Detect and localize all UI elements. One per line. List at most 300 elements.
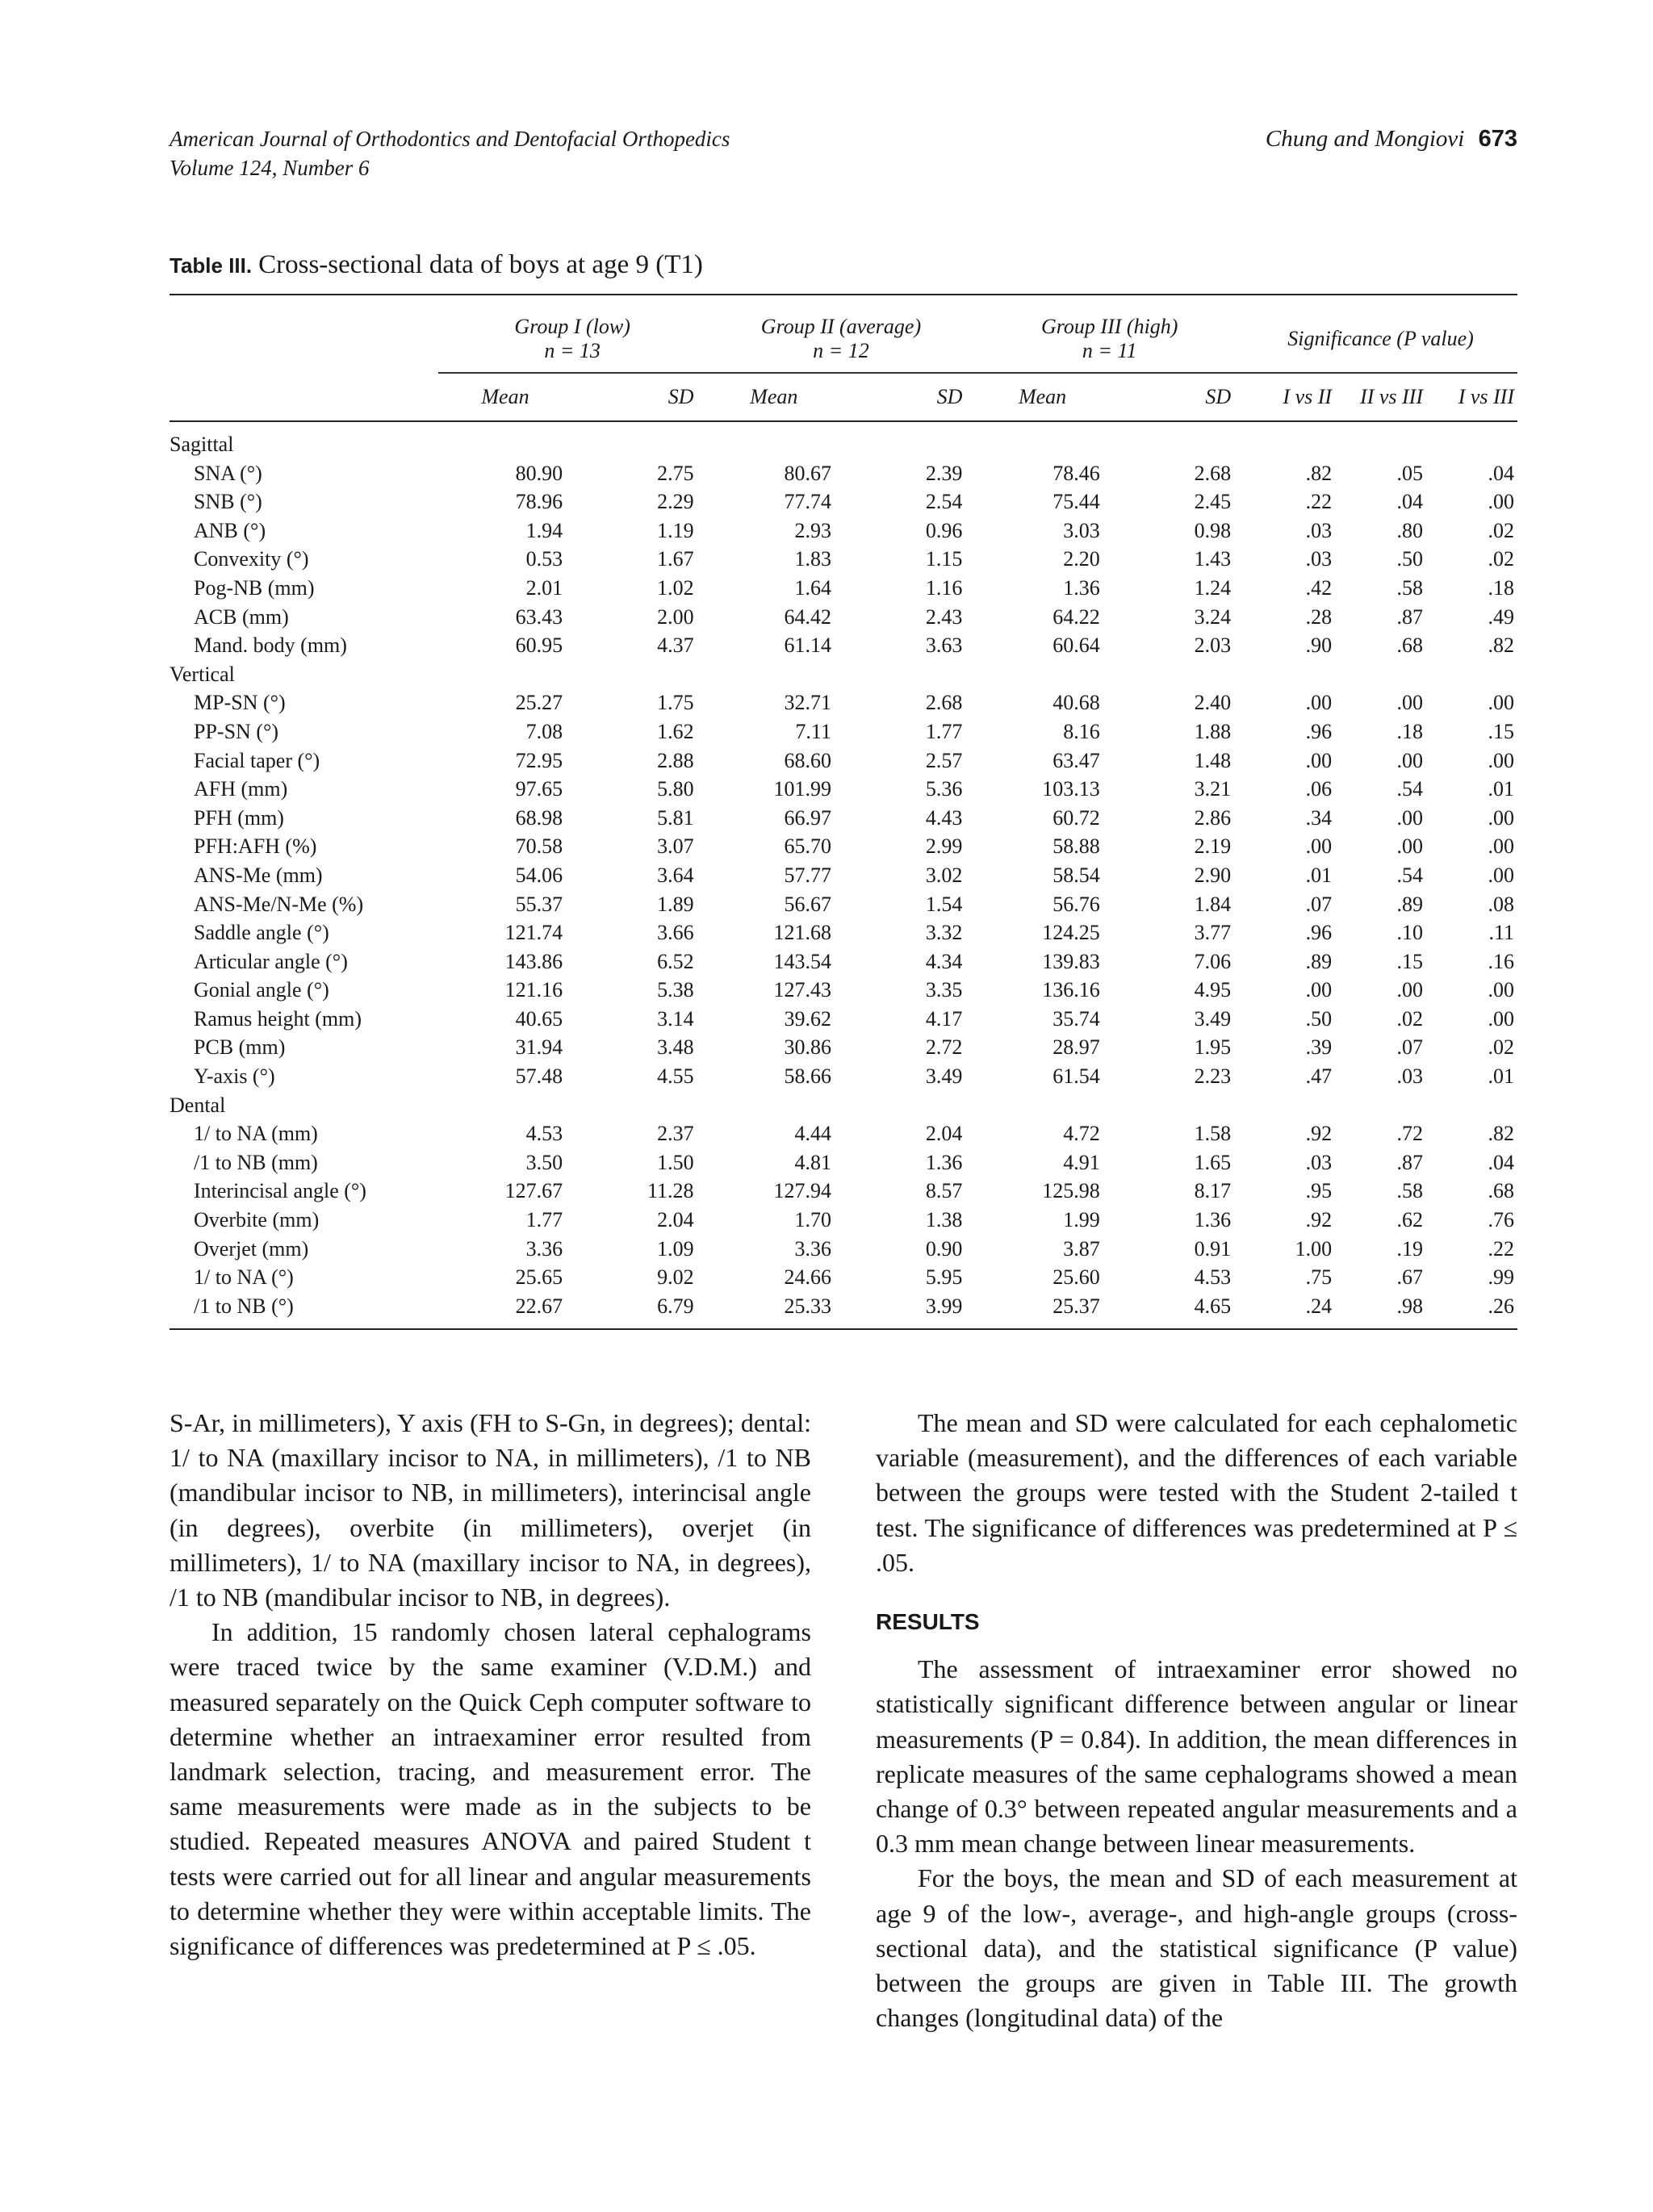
table-cell: 2.39	[925, 461, 963, 485]
table-cell: 8.17	[1194, 1179, 1232, 1203]
table-cell: 64.22	[1052, 604, 1100, 629]
table-cell: 3.32	[925, 921, 963, 945]
table-cell: 4.53	[1194, 1265, 1232, 1290]
table-title: Cross-sectional data of boys at age 9 (T1)	[258, 250, 703, 279]
table-cell: 121.68	[773, 921, 831, 945]
table-cell: .00	[1488, 748, 1514, 772]
table-cell: .98	[1335, 1292, 1426, 1330]
group-header: Group I (low) n = 13	[438, 295, 707, 373]
paragraph: In addition, 15 randomly chosen lateral cephalograms were traced twice by the same examiner (V.D.M.) and measured separately on the Quick Ceph computer software to determine whether an intraexaminer error resulted from landmark selection, tracing, and measurement error. The same measurements were made as in the subjects to be studied. Repeated measures ANOVA and paired Student t tests were carried out for all linear and angular measurements to determine whether they were within acceptable limits. The significance of differences was predetermined at P ≤ .05.	[169, 1617, 811, 1961]
table-cell: 2.68	[1194, 461, 1232, 485]
table-cell: 54.06	[515, 863, 563, 887]
table-cell: 2.40	[1194, 691, 1232, 715]
table-cell: 2.00	[657, 604, 694, 629]
table-cell: 1.77	[525, 1208, 563, 1232]
table-row	[169, 775, 1517, 804]
table-cell: 2.45	[1194, 490, 1232, 514]
table-cell: .62	[1396, 1208, 1423, 1232]
table-cell: .90	[1305, 633, 1333, 658]
table-cell: .10	[1396, 921, 1423, 945]
table-row	[169, 832, 1517, 861]
column-header: SD	[841, 373, 975, 421]
table-cell: .95	[1305, 1179, 1333, 1203]
group-header: Group III (high) n = 11	[975, 295, 1244, 373]
table-cell: .03	[1305, 518, 1333, 542]
table-cell: 1.36	[1063, 575, 1100, 600]
table-cell: 1.50	[657, 1150, 694, 1174]
table-row	[169, 1033, 1517, 1062]
table-cell: .00	[1396, 805, 1423, 830]
table-cell: .87	[1396, 1150, 1423, 1174]
table-cell: 1.43	[1194, 547, 1232, 571]
table-cell: .18	[1488, 575, 1514, 600]
table-cell: .02	[1488, 547, 1514, 571]
paragraph: The mean and SD were calculated for each cephalometic variable (measurement), and the differences of each variable between the groups were tested with the Student 2-tailed t test. The significance of differences was predetermined at P ≤ .05.	[876, 1408, 1517, 1577]
table-cell: 1.64	[794, 575, 831, 600]
section-label: Dental	[169, 1093, 226, 1117]
running-header	[169, 124, 1517, 182]
table-row	[169, 1005, 1517, 1034]
table-cell: 55.37	[515, 892, 563, 916]
variable-name: AFH (mm)	[194, 777, 288, 801]
table-cell: .42	[1305, 575, 1333, 600]
variable-name: ANS-Me (mm)	[194, 863, 323, 887]
table-cell: 32.71	[784, 691, 831, 715]
table-cell: 1.36	[1194, 1208, 1232, 1232]
variable-name: Gonial angle (°)	[194, 978, 329, 1002]
running-right	[1266, 124, 1517, 153]
table-cell: .96	[1305, 921, 1333, 945]
table-row	[169, 1177, 1517, 1206]
table-cell: 61.54	[1052, 1064, 1100, 1089]
table-cell: 4.34	[925, 949, 963, 973]
variable-name: Ramus height (mm)	[194, 1006, 362, 1031]
table-cell: 1.09	[657, 1236, 694, 1261]
table-cell: 6.52	[657, 949, 694, 973]
table-cell: .26	[1426, 1292, 1517, 1330]
table-cell: .24	[1244, 1292, 1335, 1330]
table-cell: 75.44	[1052, 490, 1100, 514]
table-cell: .80	[1396, 518, 1423, 542]
table-cell: 4.72	[1063, 1122, 1100, 1146]
table-cell: .22	[1488, 1236, 1514, 1261]
table-row	[169, 947, 1517, 976]
table-cell: 2.29	[657, 490, 694, 514]
table-cell: 22.67	[438, 1292, 572, 1330]
table-cell: 124.25	[1042, 921, 1100, 945]
column-header: Mean	[975, 373, 1109, 421]
table-cell: 2.88	[657, 748, 694, 772]
table-cell: .03	[1396, 1064, 1423, 1089]
variable-name: Y-axis (°)	[194, 1064, 275, 1089]
variable-name: 1/ to NA (°)	[194, 1265, 294, 1290]
subheader-row	[169, 373, 1517, 421]
table-cell: 1.83	[794, 547, 831, 571]
table-cell: 4.55	[657, 1064, 694, 1089]
table-cell: 58.66	[784, 1064, 831, 1089]
table-cell: .22	[1305, 490, 1333, 514]
table-cell: 2.86	[1194, 805, 1232, 830]
table-cell: 3.63	[925, 633, 963, 658]
table-cell: 2.57	[925, 748, 963, 772]
table-cell: 0.53	[525, 547, 563, 571]
table-cell: .54	[1396, 863, 1423, 887]
variable-name: MP-SN (°)	[194, 691, 286, 715]
table-cell: .08	[1488, 892, 1514, 916]
table-cell: 2.23	[1194, 1064, 1232, 1089]
table-cell: 11.28	[647, 1179, 694, 1203]
variable-name: ANB (°)	[194, 518, 266, 542]
table-cell: .00	[1488, 490, 1514, 514]
table-cell: 2.03	[1194, 633, 1232, 658]
table-cell: 0.98	[1194, 518, 1232, 542]
table-cell: .15	[1396, 949, 1423, 973]
table-cell: 3.14	[657, 1006, 694, 1031]
table-cell: 28.97	[1052, 1035, 1100, 1060]
table-row	[169, 487, 1517, 516]
table-cell: .04	[1396, 490, 1423, 514]
table-row	[169, 1062, 1517, 1091]
table-cell: 5.36	[925, 777, 963, 801]
table-cell: 3.77	[1194, 921, 1232, 945]
variable-name: Facial taper (°)	[194, 748, 320, 772]
table-cell: 3.66	[657, 921, 694, 945]
table-cell: .07	[1396, 1035, 1423, 1060]
table-cell: 143.54	[773, 949, 831, 973]
variable-name: PCB (mm)	[194, 1035, 286, 1060]
table-cell: 56.67	[784, 892, 831, 916]
table-cell: 1.48	[1194, 748, 1232, 772]
table-cell: 136.16	[1042, 978, 1100, 1002]
table-row	[169, 603, 1517, 632]
table-cell: 7.08	[525, 719, 563, 743]
variable-name: /1 to NB (°)	[169, 1292, 438, 1330]
table-cell: 5.38	[657, 978, 694, 1002]
table-cell: 1.84	[1194, 892, 1232, 916]
table-cell: .07	[1305, 892, 1333, 916]
variable-name: Convexity (°)	[194, 547, 309, 571]
table-cell: 3.49	[1194, 1006, 1232, 1031]
column-header: SD	[572, 373, 706, 421]
table-cell: .89	[1396, 892, 1423, 916]
table-cell: 127.43	[773, 978, 831, 1002]
variable-name: ANS-Me/N-Me (%)	[194, 892, 364, 916]
table-cell: .68	[1488, 1179, 1514, 1203]
table-cell: .00	[1488, 691, 1514, 715]
table-cell: 9.02	[657, 1265, 694, 1290]
table-cell: 57.77	[784, 863, 831, 887]
table-cell: 1.65	[1194, 1150, 1232, 1174]
table-cell: .04	[1488, 1150, 1514, 1174]
table-cell: 3.48	[657, 1035, 694, 1060]
column-header: Mean	[707, 373, 841, 421]
table-cell: .92	[1305, 1122, 1333, 1146]
table-cell: .15	[1488, 719, 1514, 743]
table-cell: 61.14	[784, 633, 831, 658]
table-cell: 40.65	[515, 1006, 563, 1031]
table-cell: 4.43	[925, 805, 963, 830]
table-cell: 1.19	[657, 518, 694, 542]
table-cell: 3.21	[1194, 777, 1232, 801]
section-row	[169, 660, 1517, 689]
table-row	[169, 1292, 1517, 1330]
table-cell: 68.98	[515, 805, 563, 830]
table-cell: .49	[1488, 604, 1514, 629]
table-cell: 1.02	[657, 575, 694, 600]
table-cell: .00	[1488, 978, 1514, 1002]
table-cell: 40.68	[1052, 691, 1100, 715]
table-cell: .68	[1396, 633, 1423, 658]
table-cell: 1.24	[1194, 575, 1232, 600]
variable-name: Mand. body (mm)	[194, 633, 347, 658]
paragraph: The assessment of intraexaminer error showed no statistically significant difference between angular or linear measurements (P = 0.84). In addition, the mean differences in replicate measures of the same cephalograms showed a mean change of 0.3° between repeated angular measurements and a 0.3 mm mean change between linear measurements.	[876, 1654, 1517, 1859]
table-cell: .00	[1396, 691, 1423, 715]
variable-name: ACB (mm)	[194, 604, 289, 629]
table-cell: 1.16	[925, 575, 963, 600]
table-row	[169, 918, 1517, 947]
table-cell: 57.48	[515, 1064, 563, 1089]
journal-volume: Volume 124, Number 6	[169, 156, 370, 180]
table-cell: 56.76	[1052, 892, 1100, 916]
table-cell: 3.36	[525, 1236, 563, 1261]
table-cell: 4.91	[1063, 1150, 1100, 1174]
table-cell: .06	[1305, 777, 1333, 801]
table-cell: .00	[1305, 834, 1333, 859]
table-cell: .96	[1305, 719, 1333, 743]
table-row	[169, 861, 1517, 890]
table-cell: 60.64	[1052, 633, 1100, 658]
table-cell: 2.01	[525, 575, 563, 600]
table-row	[169, 516, 1517, 546]
table-cell: .16	[1488, 949, 1514, 973]
table-cell: .00	[1305, 691, 1333, 715]
table-cell: .58	[1396, 575, 1423, 600]
table-cell: .05	[1396, 461, 1423, 485]
table-cell: 5.81	[657, 805, 694, 830]
table-cell: .03	[1305, 547, 1333, 571]
table-cell: 2.04	[657, 1208, 694, 1232]
table-row	[169, 717, 1517, 746]
table-cell: .00	[1305, 748, 1333, 772]
table-cell: .11	[1488, 921, 1514, 945]
variable-name: 1/ to NA (mm)	[194, 1122, 318, 1146]
table-cell: .39	[1305, 1035, 1333, 1060]
group-header: Group II (average) n = 12	[707, 295, 976, 373]
variable-name: /1 to NB (mm)	[194, 1150, 318, 1174]
table-cell: 35.74	[1052, 1006, 1100, 1031]
table-cell: 0.91	[1194, 1236, 1232, 1261]
table-cell: 5.80	[657, 777, 694, 801]
table-cell: 0.96	[925, 518, 963, 542]
table-cell: .00	[1488, 805, 1514, 830]
variable-name: Interincisal angle (°)	[194, 1179, 366, 1203]
table-cell: 77.74	[784, 490, 831, 514]
table-cell: .00	[1488, 834, 1514, 859]
table-cell: 65.70	[784, 834, 831, 859]
table-cell: .89	[1305, 949, 1333, 973]
table-cell: 127.67	[504, 1179, 563, 1203]
table-cell: .04	[1488, 461, 1514, 485]
table-cell: 25.27	[515, 691, 563, 715]
table-cell: 1.00	[1295, 1236, 1333, 1261]
table-cell: 2.19	[1194, 834, 1232, 859]
table-row	[169, 631, 1517, 660]
table-row	[169, 1119, 1517, 1148]
variable-name: PP-SN (°)	[194, 719, 279, 743]
table-cell: 2.99	[925, 834, 963, 859]
table-cell: 1.99	[1063, 1208, 1100, 1232]
table-cell: 1.89	[657, 892, 694, 916]
table-row	[169, 1148, 1517, 1177]
table-cell: 1.58	[1194, 1122, 1232, 1146]
table-cell: 31.94	[515, 1035, 563, 1060]
table-cell: 58.54	[1052, 863, 1100, 887]
section-row	[169, 421, 1517, 459]
section-heading: RESULTS	[876, 1609, 980, 1635]
table-cell: .72	[1396, 1122, 1423, 1146]
table-cell: 30.86	[784, 1035, 831, 1060]
table-cell: 7.11	[795, 719, 831, 743]
table-cell: 3.02	[925, 863, 963, 887]
table-cell: .28	[1305, 604, 1333, 629]
table-cell: 2.20	[1063, 547, 1100, 571]
column-header: I vs II	[1244, 373, 1335, 421]
table-cell: .87	[1396, 604, 1423, 629]
table-cell: 2.54	[925, 490, 963, 514]
variable-name: Articular angle (°)	[194, 949, 348, 973]
table-cell: 64.42	[784, 604, 831, 629]
table-cell: 80.67	[784, 461, 831, 485]
table-cell: 1.15	[925, 547, 963, 571]
table-cell: .00	[1488, 863, 1514, 887]
section-row	[169, 1091, 1517, 1120]
table-cell: 4.95	[1194, 978, 1232, 1002]
table-cell: 3.03	[1063, 518, 1100, 542]
table-row	[169, 1235, 1517, 1264]
table-cell: .76	[1488, 1208, 1514, 1232]
table-row	[169, 1206, 1517, 1235]
table-cell: 1.62	[657, 719, 694, 743]
table-cell: 4.81	[794, 1150, 831, 1174]
table-cell: 1.75	[657, 691, 694, 715]
variable-name: Pog-NB (mm)	[194, 575, 315, 600]
table-cell: 1.77	[925, 719, 963, 743]
table-cell: .01	[1305, 863, 1333, 887]
table-cell: .02	[1488, 1035, 1514, 1060]
table-cell: .01	[1488, 777, 1514, 801]
table-cell: .50	[1396, 547, 1423, 571]
table-cell: 3.87	[1063, 1236, 1100, 1261]
variable-name: PFH (mm)	[194, 805, 284, 830]
table-row	[169, 1263, 1517, 1292]
table-cell: 60.72	[1052, 805, 1100, 830]
table-cell: 3.24	[1194, 604, 1232, 629]
table-cell: 2.04	[925, 1122, 963, 1146]
table-cell: .58	[1396, 1179, 1423, 1203]
table-cell: .02	[1488, 518, 1514, 542]
table-row	[169, 804, 1517, 833]
table-cell: .00	[1488, 1006, 1514, 1031]
paragraph: S-Ar, in millimeters), Y axis (FH to S-Gn, in degrees); dental: 1/ to NA (maxillary incisor to NA, in millimeters), /1 to NB (mandibular incisor to NB, in millimeters), interincisal angle (in degrees), overbite (in millimeters), overjet (in millimeters), 1/ to NA (maxillary incisor to NA, in degrees), /1 to NB (mandibular incisor to NB, in degrees).	[169, 1408, 811, 1612]
table-cell: 121.74	[504, 921, 563, 945]
table-cell: .92	[1305, 1208, 1333, 1232]
table-cell: 1.70	[794, 1208, 831, 1232]
variable-name: Saddle angle (°)	[194, 921, 329, 945]
table-cell: 103.13	[1042, 777, 1100, 801]
table-cell: 125.98	[1042, 1179, 1100, 1203]
table-row	[169, 746, 1517, 776]
table-cell: 7.06	[1194, 949, 1232, 973]
table-row	[169, 459, 1517, 488]
text-column-right	[876, 1406, 1517, 2035]
table-caption	[169, 250, 703, 280]
table-cell: 24.66	[784, 1265, 831, 1290]
table-cell: 2.90	[1194, 863, 1232, 887]
table-cell: 1.67	[657, 547, 694, 571]
table-cell: 2.37	[657, 1122, 694, 1146]
table-cell: 68.60	[784, 748, 831, 772]
table-cell: .54	[1396, 777, 1423, 801]
data-table-container	[169, 294, 1517, 1330]
table-cell: .67	[1396, 1265, 1423, 1290]
table-cell: 1.38	[925, 1208, 963, 1232]
table-cell: 66.97	[784, 805, 831, 830]
table-cell: 25.37	[975, 1292, 1109, 1330]
table-cell: .02	[1396, 1006, 1423, 1031]
variable-name: SNA (°)	[194, 461, 262, 485]
table-label: Table III.	[169, 253, 253, 278]
table-cell: .82	[1488, 1122, 1514, 1146]
table-cell: 2.75	[657, 461, 694, 485]
table-body	[169, 421, 1517, 1329]
table-cell: 72.95	[515, 748, 563, 772]
page-number: 673	[1478, 126, 1517, 152]
table-cell: 3.50	[525, 1150, 563, 1174]
table-cell: 139.83	[1042, 949, 1100, 973]
table-cell: .50	[1305, 1006, 1333, 1031]
table-cell: 8.16	[1063, 719, 1100, 743]
table-cell: 4.17	[925, 1006, 963, 1031]
table-cell: 25.33	[707, 1292, 841, 1330]
table-cell: 101.99	[773, 777, 831, 801]
table-cell: 2.68	[925, 691, 963, 715]
text-column-left	[169, 1406, 811, 1963]
table-cell: .00	[1396, 978, 1423, 1002]
table-cell: 3.36	[794, 1236, 831, 1261]
table-cell: .03	[1305, 1150, 1333, 1174]
table-cell: 2.43	[925, 604, 963, 629]
table-cell: 25.65	[515, 1265, 563, 1290]
paragraph: For the boys, the mean and SD of each measurement at age 9 of the low-, average-, and high-angle groups (cross-sectional data), and the statistical significance (P value) between the groups are given in Table III. The growth changes (longitudinal data) of the	[876, 1863, 1517, 2033]
section-label: Sagittal	[169, 433, 234, 456]
table-cell: .00	[1396, 748, 1423, 772]
table-cell: 78.46	[1052, 461, 1100, 485]
variable-name: Overjet (mm)	[194, 1236, 309, 1261]
table-cell: 4.65	[1110, 1292, 1244, 1330]
table-cell: .75	[1305, 1265, 1333, 1290]
table-cell: 4.37	[657, 633, 694, 658]
table-cell: 3.49	[925, 1064, 963, 1089]
table-cell: 3.35	[925, 978, 963, 1002]
table-cell: 80.90	[515, 461, 563, 485]
table-cell: 0.90	[925, 1236, 963, 1261]
table-cell: .82	[1488, 633, 1514, 658]
variable-name: Overbite (mm)	[194, 1208, 320, 1232]
table-row	[169, 688, 1517, 717]
table-cell: 143.86	[504, 949, 563, 973]
table-cell: 1.36	[925, 1150, 963, 1174]
table-row	[169, 545, 1517, 574]
